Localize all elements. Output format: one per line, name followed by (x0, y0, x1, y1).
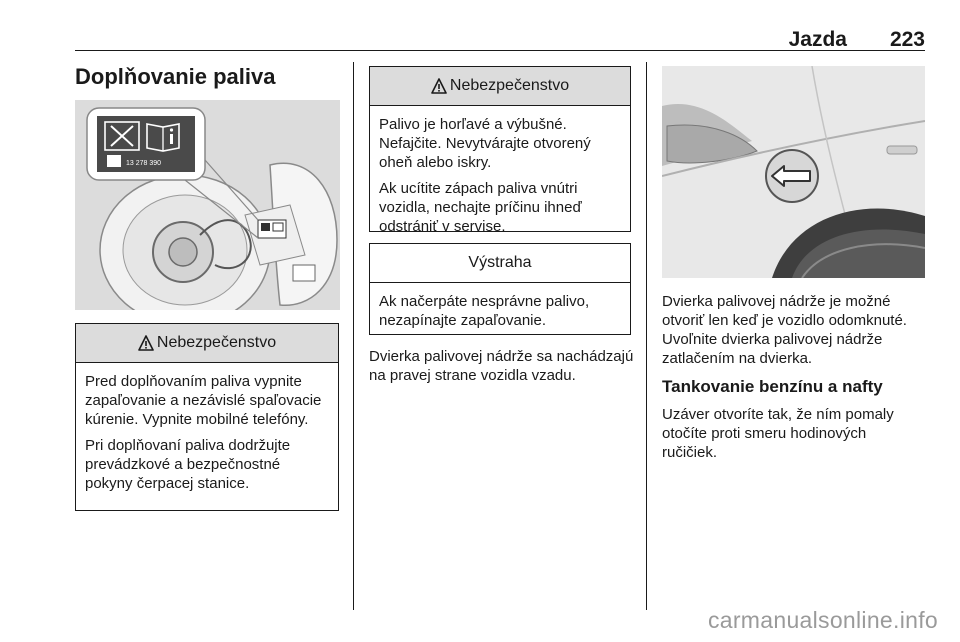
danger-paragraph: Ak ucítite zápach paliva vnútri vozidla, nechajte príčinu ihneď odstrániť v servise. (379, 180, 582, 235)
caution-box-header (370, 244, 630, 283)
caution-box (369, 243, 631, 335)
danger-box-header (76, 324, 338, 363)
page-header (75, 28, 925, 51)
danger-paragraph: Pred doplňovaním paliva vypnite zapaľovanie a nezávislé spaľovacie kúrenie. Vypnite mobilné telefóny. (85, 373, 322, 428)
fuel-filler-figure (75, 100, 340, 310)
header-page-number: 223 (889, 28, 925, 51)
column-divider-right (646, 62, 647, 610)
header-section-title: Jazda (788, 28, 847, 51)
danger-paragraph: Palivo je horľavé a výbušné. Nefajčite. Nevytvárajte otvorený oheň alebo iskry. (379, 116, 591, 171)
danger-box-middle (369, 66, 631, 235)
figure-label-number: 13 278 390 (126, 160, 162, 167)
danger-box-title: Nebezpečenstvo (156, 334, 277, 351)
cap-open-text: Uzáver otvoríte tak, že ním pomaly otočíte proti smeru hodinových ručičiek. (662, 406, 894, 461)
car-fuel-door-figure (662, 66, 925, 278)
refuel-subheading: Tankovanie benzínu a nafty (662, 377, 883, 396)
danger-box-header (370, 67, 630, 106)
watermark: carmanualsonline.info (707, 607, 938, 633)
caution-box-title: Výstraha (468, 254, 532, 271)
fuel-door-location-text: Dvierka palivovej nádrže sa nachádzajú na pravej strane vozidla vzadu. (369, 348, 634, 384)
danger-box-title: Nebezpečenstvo (449, 77, 570, 94)
warning-triangle-icon (138, 335, 154, 351)
column-divider-left (353, 62, 354, 610)
danger-paragraph: Pri doplňovaní paliva dodržujte prevádzkové a bezpečnostné pokyny čerpacej stanice. (85, 437, 291, 492)
danger-box-left (75, 323, 339, 511)
warning-triangle-icon (431, 78, 447, 94)
page-title: Doplňovanie paliva (75, 64, 276, 89)
caution-paragraph: Ak načerpáte nesprávne palivo, nezapínajte zapaľovanie. (379, 293, 590, 329)
fuel-door-open-text: Dvierka palivovej nádrže je možné otvoriť len keď je vozidlo odomknuté. Uvoľnite dvierka palivovej nádrže zatlačením na dvierka. (662, 293, 907, 367)
